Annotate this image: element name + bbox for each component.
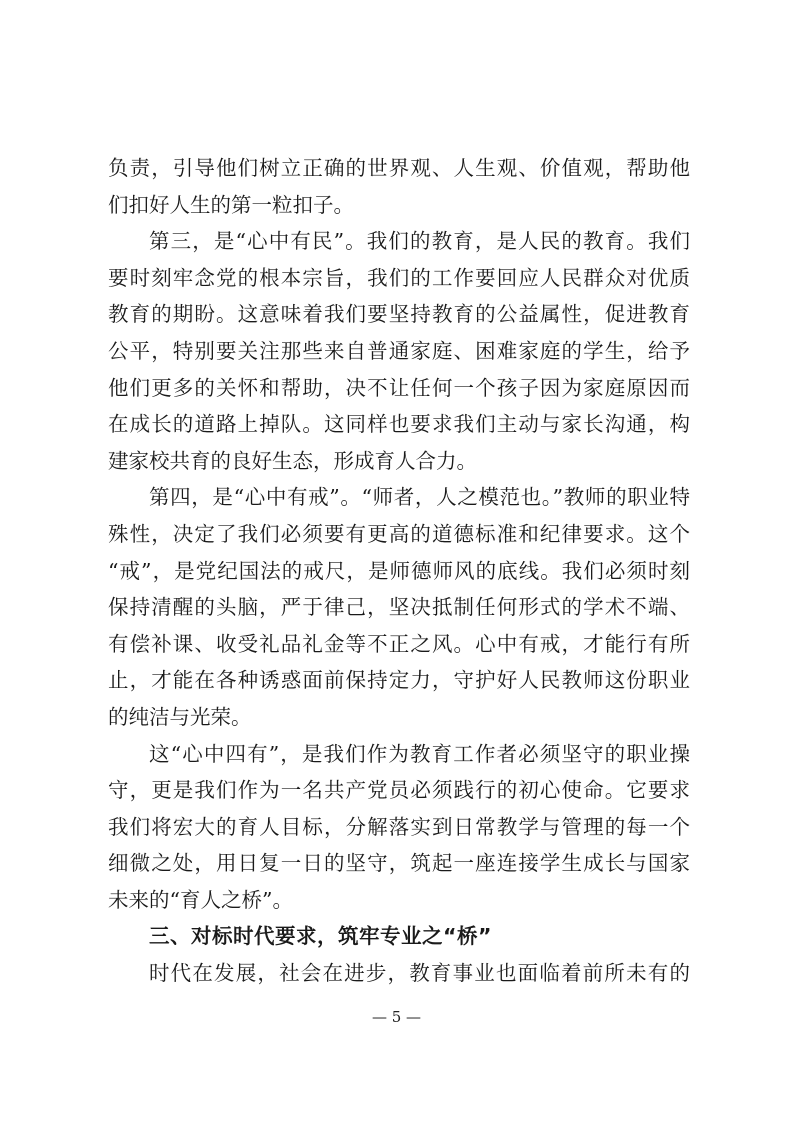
paragraph-line: 保持清醒的头脑，严于律己，坚决抵制任何形式的学术不端、 xyxy=(108,595,690,620)
paragraph-line: “戒”，是党纪国法的戒尺，是师德师风的底线。我们必须时刻 xyxy=(108,558,690,583)
paragraph-line: 负责，引导他们树立正确的世界观、人生观、价值观，帮助他 xyxy=(108,156,690,180)
paragraph-line: 他们更多的关怀和帮助，决不让任何一个孩子因为家庭原因而 xyxy=(108,375,690,400)
paragraph-line: 殊性，决定了我们必须要有更高的道德标准和纪律要求。这个 xyxy=(108,521,690,546)
paragraph-line: 止，才能在各种诱惑面前保持定力，守护好人民教师这份职业 xyxy=(108,668,690,693)
paragraph-line: 第三，是“心中有民”。我们的教育，是人民的教育。我们 xyxy=(149,229,690,254)
body-text xyxy=(108,150,690,992)
paragraph-line: 在成长的道路上掉队。这同样也要求我们主动与家长沟通，构 xyxy=(108,412,690,437)
paragraph-line: 守，更是我们作为一名共产党员必须践行的初心使命。它要求 xyxy=(108,778,690,803)
paragraph-line: 有偿补课、收受礼品礼金等不正之风。心中有戒，才能行有所 xyxy=(108,631,690,656)
paragraph-line: 未来的“育人之桥”。 xyxy=(108,887,293,912)
paragraph-line: 建家校共育的良好生态，形成育人合力。 xyxy=(108,448,477,473)
paragraph-line: 我们将宏大的育人目标，分解落实到日常教学与管理的每一个 xyxy=(108,814,690,839)
paragraph-line: 们扣好人生的第一粒扣子。 xyxy=(108,192,354,217)
section-heading: 三、对标时代要求，筑牢专业之“桥” xyxy=(149,924,492,949)
paragraph-line: 的纯洁与光荣。 xyxy=(108,704,252,729)
paragraph-line: 公平，特别要关注那些来自普通家庭、困难家庭的学生，给予 xyxy=(108,338,690,363)
paragraph-line: 教育的期盼。这意味着我们要坚持教育的公益属性，促进教育 xyxy=(108,302,690,327)
paragraph-line: 要时刻牢念党的根本宗旨，我们的工作要回应人民群众对优质 xyxy=(108,265,690,290)
paragraph-line: 这“心中四有”，是我们作为教育工作者必须坚守的职业操 xyxy=(149,741,690,766)
paragraph-line: 细微之处，用日复一日的坚守，筑起一座连接学生成长与国家 xyxy=(108,851,690,876)
paragraph-line: 第四，是“心中有戒”。“师者，人之模范也。”教师的职业特 xyxy=(149,485,690,510)
page-number: — 5 — xyxy=(371,1008,422,1026)
paragraph-line: 时代在发展，社会在进步，教育事业也面临着前所未有的 xyxy=(149,961,690,986)
